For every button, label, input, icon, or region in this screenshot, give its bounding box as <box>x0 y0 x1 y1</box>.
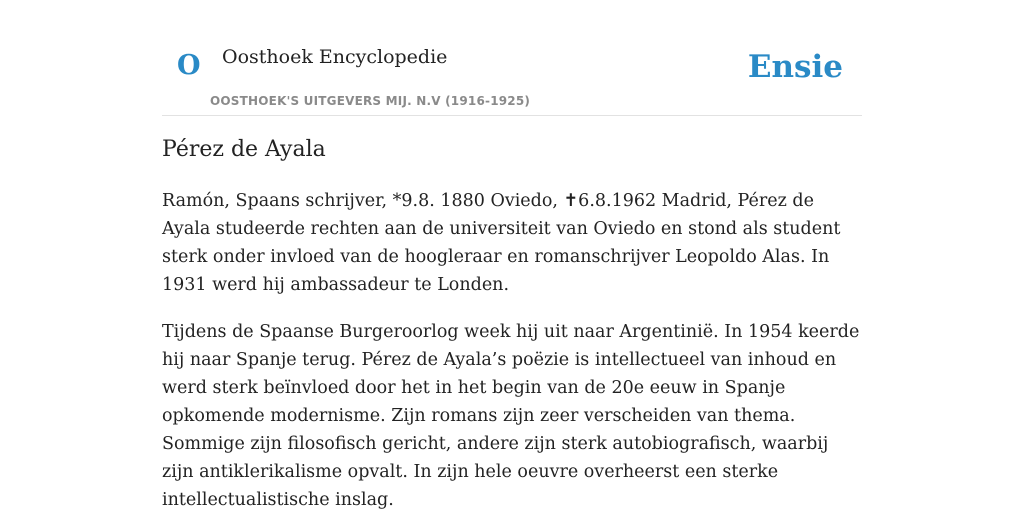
article-paragraph: Tijdens de Spaanse Burgeroorlog week hij uit naar Argentinië. In 1954 keerde hij naar Spanje terug. Pérez de Ayala’s poëzie is intellectueel van inhoud en werd sterk beïnvloed door het in het begin van de 20e eeuw in Spanje opkomende modernisme. Zijn romans zijn zeer verscheiden van thema. Sommige zijn filosofisch gericht, andere zijn sterk autobiografisch, waarbij zijn antiklerikalisme opvalt. In zijn hele oeuvre overheerst een sterke intellectualistische inslag. <box>162 321 860 510</box>
article-title: Pérez de Ayala <box>162 137 326 162</box>
ensie-brand-link[interactable]: Ensie <box>747 49 843 85</box>
article <box>162 136 862 512</box>
source-publisher: OOSTHOEK'S UITGEVERS MIJ. N.V (1916-1925) <box>210 94 531 108</box>
source-logo[interactable]: O <box>177 50 201 81</box>
article-paragraph: Ramón, Spaans schrijver, *9.8. 1880 Oviedo, ✝6.8.1962 Madrid, Pérez de Ayala studeerde rechten aan de universiteit van Oviedo en stond als student sterk onder invloed van de hoogleraar en romanschrijver Leopoldo Alas. In 1931 werd hij ambassadeur te Londen. <box>162 190 841 295</box>
source-title-link[interactable]: Oosthoek Encyclopedie <box>222 46 448 68</box>
site-header <box>162 0 862 116</box>
article-body <box>162 187 862 512</box>
